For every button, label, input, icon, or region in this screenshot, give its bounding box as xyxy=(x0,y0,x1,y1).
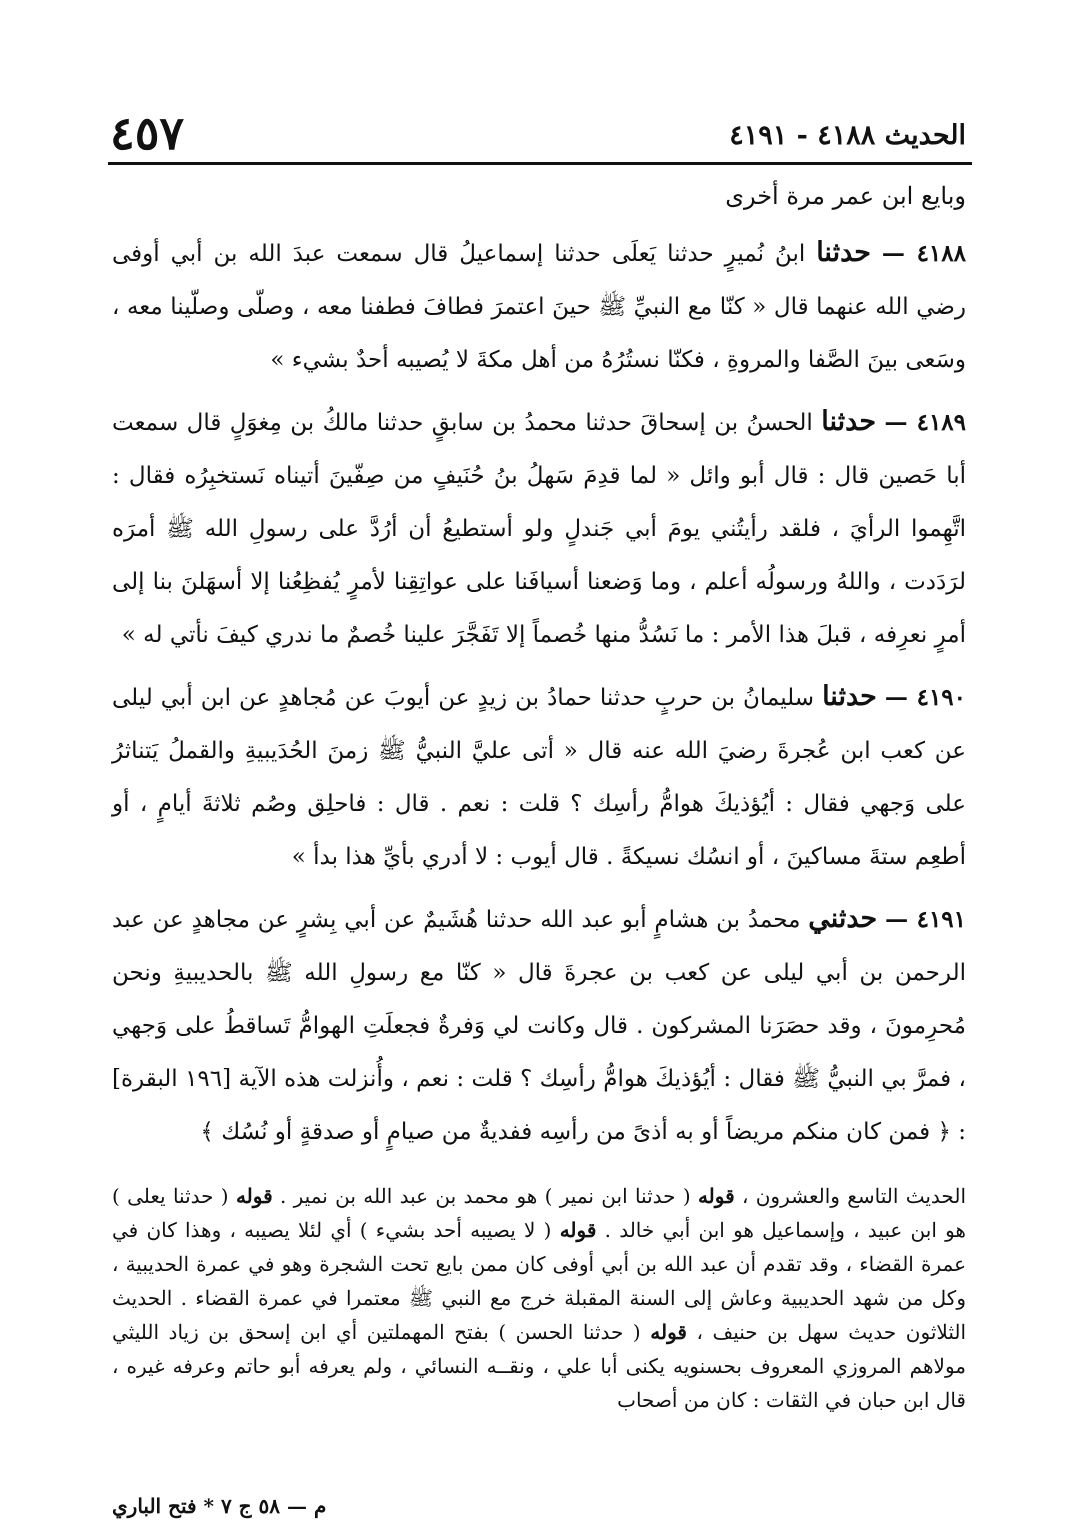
commentary-text: الحديث التاسع والعشرون ، xyxy=(734,1184,966,1208)
hadith-number: ٤١٩٠ — xyxy=(884,684,967,711)
commentary-text: ( حدثنا يعلى ) هو ابن عبيد ، وإسماعيل هو ابن أبي خالد . xyxy=(112,1184,966,1242)
page-header xyxy=(110,108,966,158)
hadith-4191 xyxy=(112,892,966,1159)
hadith-opening: حدثنا xyxy=(821,406,877,437)
hadith-opening: حدثنا xyxy=(822,681,877,712)
hadith-4189 xyxy=(112,395,966,662)
hadith-number: ٤١٨٨ — xyxy=(881,240,966,267)
hadith-opening: حدثني xyxy=(808,903,878,934)
commentary-keyword: قوله xyxy=(235,1184,273,1208)
commentary-keyword: قوله xyxy=(697,1184,735,1208)
commentary-text: ( حدثنا ابن نمير ) هو محمد بن عبد الله بن نمير . xyxy=(272,1184,698,1208)
hadith-text: محمدُ بن هشامٍ أبو عبد الله حدثنا هُشَيمٌ عن أبي بِشرٍ عن مجاهدٍ عن عبد الرحمن بن أبي ليلى عن كعب بن عجرةَ قال « كنّا مع رسولِ الله ﷺ بالحديبيةِ ونحن مُحرِمونَ ، وقد حصَرَنا المشركون . قال وكانت لي وَفرةٌ فجعلَتِ الهوامُّ تَساقطُ على وَجهي ، فمرَّ بي النبيُّ ﷺ فقال : أيُؤذيكَ هوامُّ رأسِك ؟ قلت : نعم ، وأُنزلت هذه الآية [١٩٦ البقرة] : ﴿ فمن كان منكم مريضاً أو به أذىً من رأسِه ففديةٌ من صيامٍ أو صدقةٍ أو نُسُك ﴾ xyxy=(112,907,966,1145)
page-footer: م — ٥٨ ج ٧ * فتح الباري xyxy=(112,1494,327,1518)
commentary-block xyxy=(112,1179,966,1417)
hadith-4190 xyxy=(112,670,966,884)
commentary-keyword: قوله xyxy=(650,1320,687,1344)
intro-line: وبايع ابن عمر مرة أخرى xyxy=(725,182,966,210)
header-divider xyxy=(108,162,972,165)
main-text xyxy=(112,176,966,1417)
hadith-number: ٤١٩١ — xyxy=(885,906,967,933)
commentary-text: ( لا يصيبه أحد بشيء ) أي لئلا يصيبه ، وهذا كان في عمرة القضاء ، وقد تقدم أن عبد الله بن أبي أوفى كان ممن بايع تحت الشجرة وهو في عمرة الحديبية ، وكل من شهد الحديبية وعاش إلى السنة المقبلة خرج مع النبي ﷺ معتمرا في عمرة القضاء . الحديث الثلاثون حديث سهل بن حنيف ، xyxy=(112,1218,967,1344)
running-title: الحديث ٤١٨٨ - ٤١٩١ xyxy=(729,120,966,151)
hadith-text: ابنُ نُميرٍ حدثنا يَعلَى حدثنا إسماعيلُ قال سمعت عبدَ الله بن أبي أوفى رضي الله عنهما قال « كنّا مع النبيِّ ﷺ حينَ اعتمرَ فطافَ فطفنا معه ، وصلّى وصلّينا معه ، وسَعى بينَ الصَّفا والمروةِ ، فكنّا نستُرُهُ من أهل مكةَ لا يُصيبه أحدٌ بشيء » xyxy=(112,241,966,373)
commentary-keyword: قوله xyxy=(559,1218,597,1242)
hadith-number: ٤١٨٩ — xyxy=(884,409,967,436)
commentary-text: ( حدثنا الحسن ) بفتح المهملتين أي ابن إسحق بن زياد الليثي مولاهم المروزي المعروف بحسنويه يكنى أبا علي ، ونقــه النسائي ، ولم يعرفه أبو حاتم وعرفه غيره ، قال ابن حبان في الثقات : كان من أصحاب xyxy=(112,1320,966,1412)
hadith-text: سليمانُ بن حربٍ حدثنا حمادُ بن زيدٍ عن أيوبَ عن مُجاهدٍ عن ابن أبي ليلى عن كعب ابن عُجرةَ رضيَ الله عنه قال « أتى عليَّ النبيُّ ﷺ زمنَ الحُدَيبيةِ والقملُ يَتناثرُ على وَجهي فقال : أيُؤذيكَ هوامُّ رأسِك ؟ قلت : نعم . قال : فاحلِق وصُم ثلاثةَ أيامٍ ، أو أطعِم ستةَ مساكينَ ، أو انسُك نسيكةً . قال أيوب : لا أدري بأيِّ هذا بدأ » xyxy=(112,685,966,870)
hadith-4188 xyxy=(112,226,966,387)
hadith-opening: حدثنا xyxy=(816,237,871,268)
hadith-text: الحسنُ بن إسحاقَ حدثنا محمدُ بن سابقٍ حدثنا مالكُ بن مِغوَلٍ قال سمعت أبا حَصين قال : قال أبو وائل « لما قدِمَ سَهلُ بنُ حُنَيفٍ من صِفّينَ أتيناه نَستخبِرُه فقال : اتَّهِموا الرأيَ ، فلقد رأيتُني يومَ أبي جَندلٍ ولو أستطيعُ أن أرُدَّ على رسولِ الله ﷺ أمرَه لرَدَدت ، واللهُ ورسولُه أعلم ، وما وَضعنا أسيافَنا على عواتِقِنا لأمرٍ يُفظِعُنا إلا أسهَلنَ بنا إلى أمرٍ نعرِفه ، قبلَ هذا الأمر : ما نَسُدُّ منها خُصماً إلا تَفَجَّرَ علينا خُصمٌ ما ندري كيفَ نأتي له » xyxy=(112,410,966,648)
page-number: ٤٥٧ xyxy=(110,106,185,160)
